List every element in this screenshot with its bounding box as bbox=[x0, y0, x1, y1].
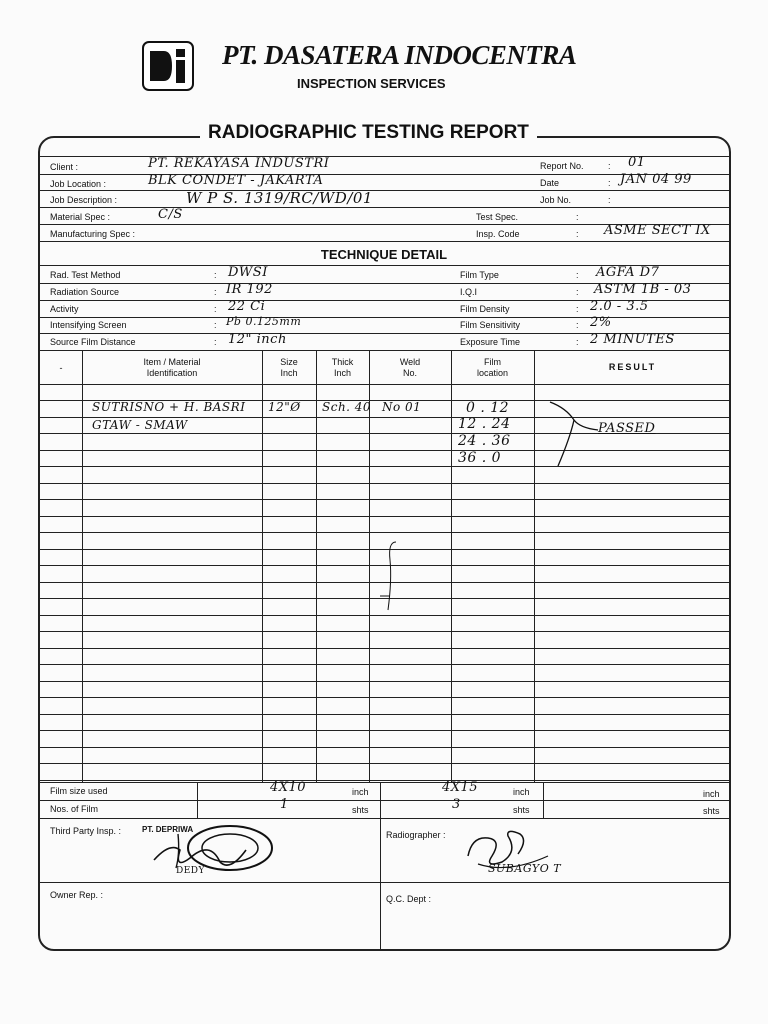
nos-of-film-label: Nos. of Film bbox=[50, 804, 99, 814]
job-no-label: Job No. bbox=[540, 195, 572, 205]
client-label: Client : bbox=[50, 162, 79, 172]
client-value: PT. REKAYASA INDUSTRI bbox=[148, 156, 330, 171]
di-logo-icon bbox=[142, 41, 194, 91]
table-row-4-film: 36 . 0 bbox=[458, 450, 502, 466]
film-size-used-label: Film size used bbox=[50, 786, 108, 796]
report-no-value: 01 bbox=[628, 155, 646, 170]
film-size-2-value: 4X15 bbox=[442, 780, 479, 795]
test-spec-label: Test Spec. bbox=[476, 212, 519, 222]
table-row-1-item: SUTRISNO + H. BASRI bbox=[92, 400, 246, 414]
intensifying-screen-label: Intensifying Screen bbox=[50, 320, 127, 330]
shts-label-3: shts bbox=[703, 806, 720, 816]
col-header-size: Size Inch bbox=[280, 357, 298, 378]
table-row-line bbox=[40, 730, 731, 731]
inch-label-2: inch bbox=[513, 787, 530, 797]
source-film-distance-label: Source Film Distance bbox=[50, 337, 136, 347]
table-row-line bbox=[40, 714, 731, 715]
material-spec-label: Material Spec : bbox=[50, 212, 111, 222]
exposure-time-colon: : bbox=[576, 337, 579, 347]
table-row-line bbox=[40, 499, 731, 500]
manufacturing-spec-label: Manufacturing Spec : bbox=[50, 229, 136, 239]
activity-colon: : bbox=[214, 304, 217, 314]
table-row-line bbox=[40, 466, 731, 467]
film-density-label: Film Density bbox=[460, 304, 510, 314]
film-density-value: 2.0 - 3.5 bbox=[590, 299, 649, 314]
activity-value: 22 Ci bbox=[228, 299, 266, 314]
film-type-colon: : bbox=[576, 270, 579, 280]
rad-test-method-label: Rad. Test Method bbox=[50, 270, 121, 280]
table-row-line bbox=[40, 747, 731, 748]
job-no-colon: : bbox=[608, 195, 611, 205]
intensifying-screen-value: Pb 0.125mm bbox=[226, 315, 302, 328]
qc-dept-label: Q.C. Dept : bbox=[386, 894, 432, 904]
pen-stroke-mark bbox=[378, 540, 402, 620]
col-header-no: - bbox=[59, 363, 63, 373]
radiation-source-value: IR 192 bbox=[226, 282, 273, 297]
report-title: RADIOGRAPHIC TESTING REPORT bbox=[200, 122, 537, 144]
film-sensitivity-colon: : bbox=[576, 320, 579, 330]
col-header-thick: Thick Inch bbox=[331, 357, 354, 378]
inch-label-1: inch bbox=[352, 787, 369, 797]
owner-rep-label: Owner Rep. : bbox=[50, 890, 104, 900]
rad-test-method-colon: : bbox=[214, 270, 217, 280]
film-sensitivity-value: 2% bbox=[590, 315, 612, 330]
table-row-line bbox=[40, 780, 731, 781]
nos-1-value: 1 bbox=[280, 797, 289, 812]
radiation-source-label: Radiation Source bbox=[50, 287, 120, 297]
table-row-1-thick: Sch. 40 bbox=[322, 400, 372, 414]
shts-label-1: shts bbox=[352, 805, 369, 815]
film-size-1-value: 4X10 bbox=[270, 780, 307, 795]
material-spec-value: C/S bbox=[158, 207, 183, 222]
third-party-stamp bbox=[150, 820, 280, 883]
iqi-colon: : bbox=[576, 287, 579, 297]
table-row-line bbox=[40, 631, 731, 632]
report-no-label: Report No. bbox=[540, 161, 584, 171]
job-description-label: Job Description : bbox=[50, 195, 118, 205]
radiographer-label: Radiographer : bbox=[386, 830, 446, 840]
activity-label: Activity bbox=[50, 304, 79, 314]
job-description-value: W P S. 1319/RC/WD/01 bbox=[186, 189, 373, 207]
third-party-name: DEDY bbox=[176, 866, 205, 876]
table-row-line bbox=[40, 763, 731, 764]
date-colon: : bbox=[608, 178, 611, 188]
col-header-item: Item / Material Identification bbox=[143, 357, 201, 378]
result-value: PASSED bbox=[598, 421, 656, 436]
date-label: Date bbox=[540, 178, 560, 188]
radiation-source-colon: : bbox=[214, 287, 217, 297]
table-row-line bbox=[40, 648, 731, 649]
exposure-time-label: Exposure Time bbox=[460, 337, 521, 347]
source-film-distance-value: 12" inch bbox=[228, 332, 287, 347]
iqi-label: I.Q.I bbox=[460, 287, 478, 297]
job-location-value: BLK CONDET - JAKARTA bbox=[148, 173, 324, 188]
film-type-value: AGFA D7 bbox=[596, 265, 660, 280]
third-party-company: PT. DEPRIWA bbox=[142, 825, 194, 834]
table-row-1-weld: No 01 bbox=[382, 400, 422, 414]
table-row-3-film: 24 . 36 bbox=[458, 433, 511, 449]
report-no-colon: : bbox=[608, 161, 611, 171]
shts-label-2: shts bbox=[513, 805, 530, 815]
insp-code-label: Insp. Code bbox=[476, 229, 520, 239]
film-type-label: Film Type bbox=[460, 270, 499, 280]
nos-2-value: 3 bbox=[452, 797, 461, 812]
radiographer-name: SUBAGYO T bbox=[488, 862, 562, 875]
col-header-weld: Weld No. bbox=[399, 357, 421, 378]
table-row-line bbox=[40, 532, 731, 533]
rad-test-method-value: DWSI bbox=[228, 265, 268, 280]
film-density-colon: : bbox=[576, 304, 579, 314]
table-row-line bbox=[40, 450, 731, 451]
date-value: JAN 04 99 bbox=[620, 172, 692, 187]
col-header-result: RESULT bbox=[608, 362, 657, 372]
film-sensitivity-label: Film Sensitivity bbox=[460, 320, 521, 330]
source-film-distance-colon: : bbox=[214, 337, 217, 347]
table-row-2-film: 12 . 24 bbox=[458, 416, 511, 432]
inch-label-3: inch bbox=[703, 789, 720, 799]
insp-code-colon: : bbox=[576, 229, 579, 239]
table-row-2-item: GTAW - SMAW bbox=[92, 418, 188, 432]
job-location-label: Job Location : bbox=[50, 179, 107, 189]
company-logo bbox=[142, 41, 194, 91]
insp-code-value: ASME SECT IX bbox=[604, 223, 711, 238]
exposure-time-value: 2 MINUTES bbox=[590, 332, 675, 347]
company-name: PT. DASATERA INDOCENTRA bbox=[222, 40, 577, 70]
table-row-1-size: 12"Ø bbox=[268, 400, 301, 414]
table-row-line bbox=[40, 664, 731, 665]
third-party-label: Third Party Insp. : bbox=[50, 826, 122, 836]
intensifying-screen-colon: : bbox=[214, 320, 217, 330]
company-subtitle: INSPECTION SERVICES bbox=[297, 76, 446, 91]
stamp-signature-icon bbox=[150, 820, 280, 878]
table-row-line bbox=[40, 516, 731, 517]
technique-title: TECHNIQUE DETAIL bbox=[320, 247, 448, 262]
iqi-value: ASTM 1B - 03 bbox=[594, 282, 692, 297]
table-row-line bbox=[40, 681, 731, 682]
col-header-film-location: Film location bbox=[476, 357, 509, 378]
table-row-1-film: 0 . 12 bbox=[466, 400, 510, 416]
table-row-line bbox=[40, 697, 731, 698]
test-spec-colon: : bbox=[576, 212, 579, 222]
table-row-line bbox=[40, 483, 731, 484]
